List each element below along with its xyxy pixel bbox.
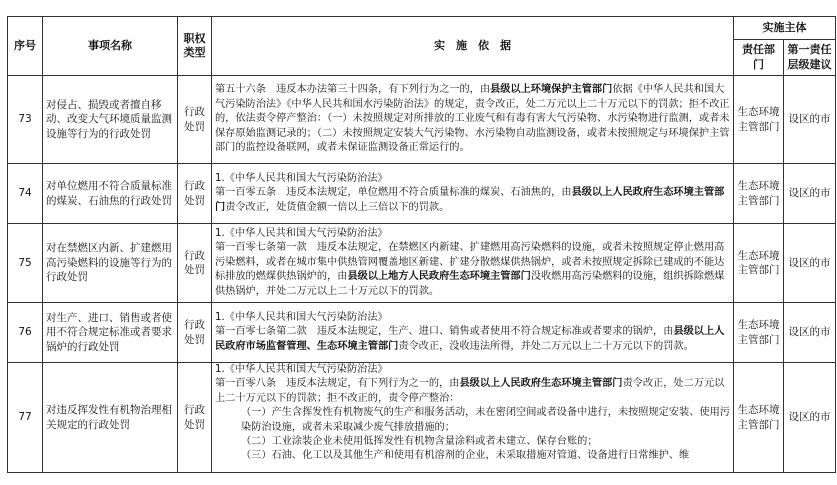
header-type: 职权类型 bbox=[178, 17, 212, 76]
item-name: 对违反挥发性有机物治理相关规定的行政处罚 bbox=[43, 363, 178, 473]
item-name: 对在禁燃区内新、扩建燃用高污染燃料的设施等行为的行政处罚 bbox=[43, 224, 178, 303]
responsible-dept: 生态环境主管部门 bbox=[734, 76, 784, 164]
responsible-dept: 生态环境主管部门 bbox=[734, 363, 784, 473]
authority-type: 行政处罚 bbox=[178, 224, 212, 303]
item-name: 对单位燃用不符合质量标准的煤炭、石油焦的行政处罚 bbox=[43, 164, 178, 224]
authority-type: 行政处罚 bbox=[178, 363, 212, 473]
authority-type: 行政处罚 bbox=[178, 164, 212, 224]
responsible-dept: 生态环境主管部门 bbox=[734, 303, 784, 363]
list-item: （一）产生含挥发性有机物废气的生产和服务活动，未在密闭空间或者设备中进行，未按照规定安装、使用污染防治设施，或者未采取减少废气排放措施的； bbox=[241, 407, 730, 433]
row-number: 73 bbox=[8, 76, 43, 164]
document-page bbox=[7, 16, 835, 473]
legal-basis: 1.《中华人民共和国大气污染防治法》 第一百零八条 违反本法规定，有下列行为之一的，由县级以上人民政府生态环境主管部门责令改正，处二万元以上二十万元以下的罚款；拒不改正的，责令停产整治： （一）产生含挥发性有机物废气的生产和服务活动，未在密闭空间或者设备中进行，未按照规定安装、使用污染防治设施，或者未采取减少废气排放措施的； （二）工业涂装企业未使用低挥发性有机物含量涂料或者未建立、保存台账的； （三）石油、化工以及其他生产和使用有机溶剂的企业，未采取措施对管道、设备进行日常维护、维 bbox=[212, 363, 734, 473]
header-name: 事项名称 bbox=[43, 17, 178, 76]
legal-basis: 1.《中华人民共和国大气污染防治法》 第一百零五条 违反本法规定，单位燃用不符合质量标准的煤炭、石油焦的，由县级以上人民政府生态环境主管部门责令改正，处货值金额一倍以上三倍以下的罚款。 bbox=[212, 164, 734, 224]
responsible-dept: 生态环境主管部门 bbox=[734, 224, 784, 303]
legal-basis: 1.《中华人民共和国大气污染防治法》 第一百零七条第二款 违反本法规定，生产、进口、销售或者使用不符合规定标准或者要求的锅炉，由县级以上人民政府市场监督管理、生态环境主管部门责令改正，没收违法所得，并处二万元以上二十万元以下的罚款。 bbox=[212, 303, 734, 363]
table-row bbox=[8, 164, 836, 224]
row-number: 74 bbox=[8, 164, 43, 224]
list-item: （三）石油、化工以及其他生产和使用有机溶剂的企业，未采取措施对管道、设备进行日常维护、维 bbox=[241, 450, 690, 462]
row-number: 77 bbox=[8, 363, 43, 473]
table-row bbox=[8, 224, 836, 303]
law-reference: 1.《中华人民共和国大气污染防治法》 bbox=[215, 364, 388, 375]
legal-basis: 1.《中华人民共和国大气污染防治法》 第一百零七条第一款 违反本法规定，在禁燃区内新建、扩建燃用高污染燃料的设施，或者未按照规定停止燃用高污染燃料，或者在城市集中供热管网覆盖地区新建、扩建分散燃煤供热锅炉，或者未按照规定拆除已建成的不能达标排放的燃煤供热锅炉的，由县级以上地方人民政府生态环境主管部门没收燃用高污染燃料的设施，组织拆除燃煤供热锅炉，并处二万元以上二十万元以下的罚款。 bbox=[212, 224, 734, 303]
enforcement-table bbox=[7, 16, 836, 473]
law-reference: 1.《中华人民共和国大气污染防治法》 bbox=[215, 227, 388, 239]
law-reference: 1.《中华人民共和国大气污染防治法》 bbox=[215, 311, 388, 323]
header-first: 第一责任层级建议 bbox=[784, 40, 836, 76]
table-row bbox=[8, 76, 836, 164]
first-level: 设区的市 bbox=[784, 303, 836, 363]
row-number: 76 bbox=[8, 303, 43, 363]
table-row bbox=[8, 363, 836, 473]
item-name: 对生产、进口、销售或者使用不符合规定标准或者要求锅炉的行政处罚 bbox=[43, 303, 178, 363]
authority-type: 行政处罚 bbox=[178, 303, 212, 363]
authority-type: 行政处罚 bbox=[178, 76, 212, 164]
first-level: 设区的市 bbox=[784, 164, 836, 224]
first-level: 设区的市 bbox=[784, 224, 836, 303]
header-no: 序号 bbox=[8, 17, 43, 76]
table-row bbox=[8, 303, 836, 363]
law-reference: 1.《中华人民共和国大气污染防治法》 bbox=[215, 172, 388, 184]
item-name: 对侵占、损毁或者擅自移动、改变大气环境质量监测设施等行为的行政处罚 bbox=[43, 76, 178, 164]
header-basis: 实 施 依 据 bbox=[212, 17, 734, 76]
first-level: 设区的市 bbox=[784, 76, 836, 164]
header-dept: 责任部门 bbox=[734, 40, 784, 76]
legal-basis: 第五十六条 违反本办法第三十四条，有下列行为之一的，由县级以上环境保护主管部门依据《中华人民共和国大气污染防治法》《中华人民共和国水污染防治法》的规定，责令改正，处二万元以上二十万元以下的罚款；拒不改正的，依法责令停产整治：（一）未按照规定对所排放的工业废气和有毒有害大气污染物、水污染物进行监测，或者未保存原始监测记录的；（二）未按照规定安装大气污染物、水污染物自动监测设备，或者未按照规定与环境保护主管部门的监控设备联网，或者未保证监测设备正常运行的。 bbox=[212, 76, 734, 164]
row-number: 75 bbox=[8, 224, 43, 303]
first-level: 设区的市 bbox=[784, 363, 836, 473]
responsible-dept: 生态环境主管部门 bbox=[734, 164, 784, 224]
list-item: （二）工业涂装企业未使用低挥发性有机物含量涂料或者未建立、保存台账的； bbox=[241, 436, 598, 448]
header-subject: 实施主体 bbox=[734, 17, 836, 40]
